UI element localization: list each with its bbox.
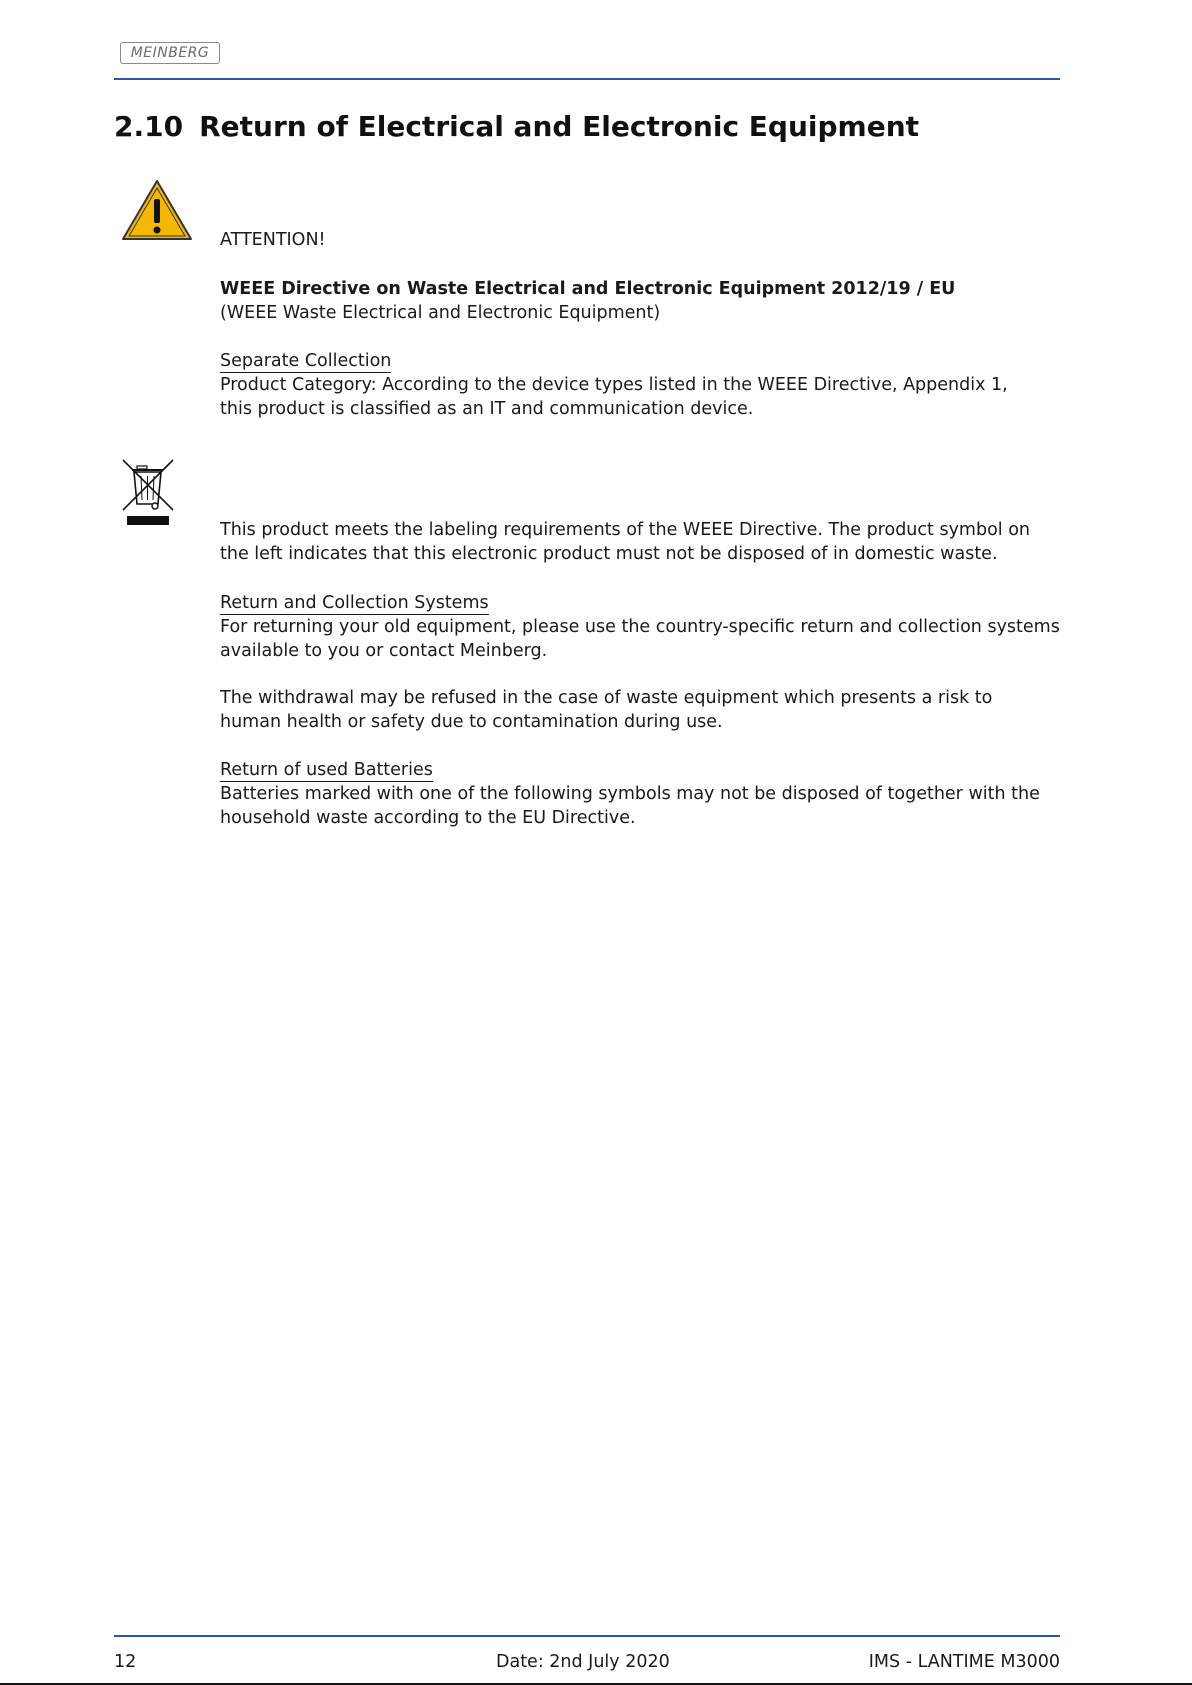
page-number: 12: [114, 1652, 137, 1672]
withdrawal-line-1: The withdrawal may be refused in the case of waste equipment which presents a risk to: [220, 688, 993, 708]
attention-label: ATTENTION!: [220, 230, 326, 250]
batteries-heading: Return of used Batteries: [220, 760, 433, 780]
return-collection-line-1: For returning your old equipment, please use the country-specific return and collection systems: [220, 617, 1060, 637]
footer-product: IMS - LANTIME M3000: [868, 1652, 1060, 1672]
footer-date: Date: 2nd July 2020: [496, 1652, 670, 1672]
header-rule: [114, 78, 1060, 80]
directive-subtitle: (WEEE Waste Electrical and Electronic Equipment): [220, 303, 661, 323]
labeling-line-2: the left indicates that this electronic product must not be disposed of in domestic waste.: [220, 544, 998, 564]
return-collection-heading: Return and Collection Systems: [220, 593, 489, 613]
separate-collection-line-2: this product is classified as an IT and communication device.: [220, 399, 754, 419]
withdrawal-line-2: human health or safety due to contamination during use.: [220, 712, 723, 732]
separate-collection-heading: Separate Collection: [220, 351, 392, 371]
meinberg-logo: MEINBERG: [120, 42, 220, 64]
labeling-line-1: This product meets the labeling requirements of the WEEE Directive. The product symbol on: [220, 520, 1031, 540]
section-number: 2.10: [114, 110, 184, 143]
batteries-line-1: Batteries marked with one of the following symbols may not be disposed of together with the: [220, 784, 1040, 804]
separate-collection-line-1: Product Category: According to the device types listed in the WEEE Directive, Appendix 1,: [220, 375, 1008, 395]
batteries-line-2: household waste according to the EU Directive.: [220, 808, 636, 828]
section-title-text: Return of Electrical and Electronic Equipment: [199, 110, 920, 143]
footer-rule: [114, 1635, 1060, 1637]
directive-title: WEEE Directive on Waste Electrical and Electronic Equipment 2012/19 / EU: [220, 279, 956, 299]
crossed-out-wheelie-bin-icon: [121, 458, 175, 532]
warning-triangle-icon: [121, 179, 193, 241]
section-title: [114, 110, 919, 143]
return-collection-line-2: available to you or contact Meinberg.: [220, 641, 548, 661]
